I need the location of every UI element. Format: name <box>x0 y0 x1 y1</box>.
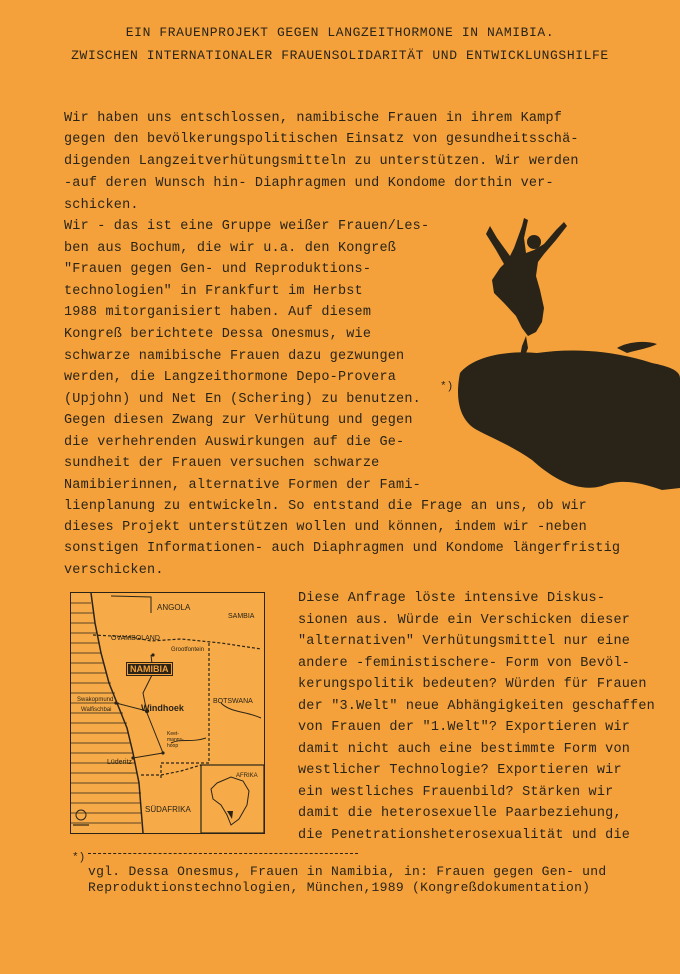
body-line: (Upjohn) und Net En (Schering) zu benutzen. <box>64 392 421 407</box>
footnote-reference: *) <box>440 381 454 393</box>
map-label-keetmanshoop: Keet-manns-hoop <box>167 731 184 749</box>
map-label-namibia: NAMIBIA <box>127 663 172 675</box>
map-label-angola: ANGOLA <box>157 603 191 612</box>
map-label-botswana: BOTSWANA <box>213 698 253 705</box>
map-label-swakopmund: Swakopmund <box>77 697 114 703</box>
body-line: Namibierinnen, alternative Formen der Fami- <box>64 478 421 493</box>
body-line: Kongreß berichtete Dessa Onesmus, wie <box>64 327 372 342</box>
body-line: -auf deren Wunsch hin- Diaphragmen und Kondome dorthin ver- <box>64 176 554 191</box>
body-line: verschicken. <box>64 563 164 578</box>
right-column-line: von Frauen der "1.Welt"? Exportieren wir <box>298 720 631 735</box>
map-label-sambia: SAMBIA <box>228 613 255 620</box>
right-column-line: die Penetrationsheterosexualität und die <box>298 828 631 843</box>
body-line: Wir haben uns entschlossen, namibische Frauen in ihrem Kampf <box>64 111 563 126</box>
page-title: EIN FRAUENPROJEKT GEGEN LANGZEITHORMONE IN NAMIBIA. <box>125 25 555 40</box>
right-column-line: ein westliches Frauenbild? Stärken wir <box>298 785 614 800</box>
body-line: "Frauen gegen Gen- und Reproduktions- <box>64 262 372 277</box>
body-line: Wir - das ist eine Gruppe weißer Frauen/Les- <box>64 219 430 234</box>
body-line: schwarze namibische Frauen dazu gezwungen <box>64 349 405 364</box>
footnote-line: Reproduktionstechnologien, München,1989 (Kongreßdokumentation) <box>88 880 591 895</box>
footnote-marker: *) <box>72 852 86 864</box>
map-label-grootfontein: Grootfontein <box>171 647 205 653</box>
body-line: 1988 mitorganisiert haben. Auf diesem <box>64 305 372 320</box>
page-subtitle: ZWISCHEN INTERNATIONALER FRAUENSOLIDARITÄT UND ENTWICKLUNGSHILFE <box>71 48 609 63</box>
right-column-line: Diese Anfrage löste intensive Diskus- <box>298 591 606 606</box>
body-line: digenden Langzeitverhütungsmitteln zu unterstützen. Wir werden <box>64 154 579 169</box>
map-label-afrika: AFRIKA <box>236 773 258 779</box>
right-column-line: kerungspolitik bedeuten? Würden für Frauen <box>298 677 647 692</box>
map-label-windhoek: Windhoek <box>141 703 184 713</box>
body-line: sundheit der Frauen versuchen schwarze <box>64 456 380 471</box>
dancer-silhouette-image <box>452 198 680 498</box>
map-label-suedafrika: SÜDAFRIKA <box>145 805 191 814</box>
footnote-line: vgl. Dessa Onesmus, Frauen in Namibia, in: Frauen gegen Gen- und <box>88 864 607 879</box>
right-column-line: "alternativen" Verhütungsmittel nur eine <box>298 634 631 649</box>
body-line: werden, die Langzeithormone Depo-Provera <box>64 370 397 385</box>
map-label-walfischbai: Walfischbai <box>81 707 112 713</box>
right-column-line: sionen aus. Würde ein Verschicken dieser <box>298 613 631 628</box>
body-line: dieses Projekt unterstützen wollen und können, indem wir -neben <box>64 520 587 535</box>
body-line: ben aus Bochum, die wir u.a. den Kongreß <box>64 241 397 256</box>
right-column-line: der "3.Welt" neue Abhängigkeiten geschaffen <box>298 699 655 714</box>
namibia-map <box>70 592 265 834</box>
body-line: schicken. <box>64 198 139 213</box>
footnote-divider <box>88 853 358 854</box>
body-line: lienplanung zu entwickeln. So entstand die Frage an uns, ob wir <box>64 499 587 514</box>
body-line: sonstigen Informationen- auch Diaphragmen und Kondome längerfristig <box>64 541 621 556</box>
body-line: technologien" in Frankfurt im Herbst <box>64 284 363 299</box>
right-column-line: damit nicht auch eine bestimmte Form von <box>298 742 631 757</box>
right-column-line: damit die heterosexuelle Paarbeziehung, <box>298 806 622 821</box>
right-column-line: westlicher Technologie? Exportieren wir <box>298 763 622 778</box>
body-line: Gegen diesen Zwang zur Verhütung und gegen <box>64 413 413 428</box>
body-line: die verhehrenden Auswirkungen auf die Ge- <box>64 435 405 450</box>
body-line: gegen den bevölkerungspolitischen Einsatz von gesundheitsschä- <box>64 132 579 147</box>
map-label-ovamboland: OVAMBOLAND <box>111 635 160 642</box>
map-label-luederitz: Lüderitz <box>107 759 132 766</box>
map-outline-graphic <box>71 593 264 833</box>
right-column-line: andere -feministischere- Form von Bevöl- <box>298 656 631 671</box>
